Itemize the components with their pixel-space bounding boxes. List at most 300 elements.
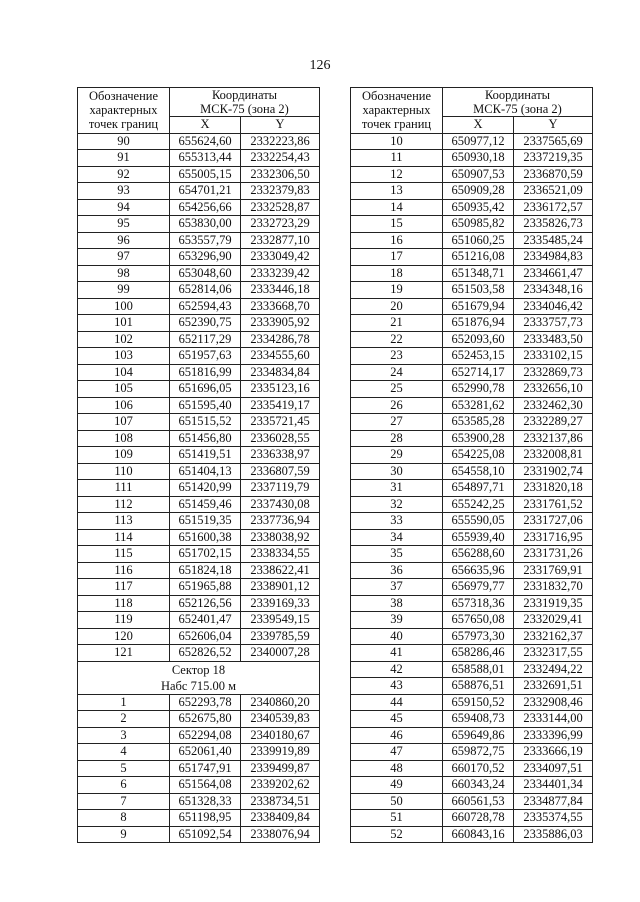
y-coordinate: 2335826,73 xyxy=(514,216,593,233)
y-coordinate: 2340007,28 xyxy=(241,645,320,662)
x-coordinate: 655313,44 xyxy=(170,150,241,167)
table-row xyxy=(78,496,320,513)
table-row xyxy=(78,579,320,596)
table-row xyxy=(351,216,593,233)
header-line: МСК-75 (зона 2) xyxy=(473,102,562,116)
table-row xyxy=(351,463,593,480)
point-number: 118 xyxy=(78,595,170,612)
point-number: 101 xyxy=(78,315,170,332)
point-number: 44 xyxy=(351,694,443,711)
x-coordinate: 651816,99 xyxy=(170,364,241,381)
y-coordinate: 2336807,59 xyxy=(241,463,320,480)
point-number: 100 xyxy=(78,298,170,315)
table-row xyxy=(351,265,593,282)
table-row xyxy=(351,727,593,744)
sector-row xyxy=(78,661,320,694)
y-coordinate: 2332379,83 xyxy=(241,183,320,200)
x-coordinate: 650977,12 xyxy=(443,133,514,150)
y-coordinate: 2340860,20 xyxy=(241,694,320,711)
x-coordinate: 652293,78 xyxy=(170,694,241,711)
x-coordinate: 659408,73 xyxy=(443,711,514,728)
table-row xyxy=(78,826,320,843)
point-number: 104 xyxy=(78,364,170,381)
table-row xyxy=(78,265,320,282)
x-coordinate: 651216,08 xyxy=(443,249,514,266)
table-row xyxy=(351,298,593,315)
y-coordinate: 2333102,15 xyxy=(514,348,593,365)
table-row xyxy=(351,282,593,299)
x-coordinate: 652594,43 xyxy=(170,298,241,315)
y-coordinate: 2333668,70 xyxy=(241,298,320,315)
y-coordinate: 2335419,17 xyxy=(241,397,320,414)
header-line: характерных xyxy=(362,103,431,118)
y-coordinate: 2338622,41 xyxy=(241,562,320,579)
point-number: 19 xyxy=(351,282,443,299)
point-number: 46 xyxy=(351,727,443,744)
point-number: 5 xyxy=(78,760,170,777)
table-row xyxy=(78,381,320,398)
y-header: Y xyxy=(241,117,320,134)
point-number: 40 xyxy=(351,628,443,645)
x-coordinate: 654701,21 xyxy=(170,183,241,200)
point-number: 38 xyxy=(351,595,443,612)
x-coordinate: 652294,08 xyxy=(170,727,241,744)
point-number: 102 xyxy=(78,331,170,348)
header-line: точек границ xyxy=(361,117,432,132)
point-number: 121 xyxy=(78,645,170,662)
table-row xyxy=(78,760,320,777)
table-row xyxy=(78,694,320,711)
header-line: Координаты xyxy=(484,88,551,102)
header-line: точек границ xyxy=(88,117,159,132)
x-coordinate: 652401,47 xyxy=(170,612,241,629)
y-coordinate: 2332317,55 xyxy=(514,645,593,662)
y-coordinate: 2334401,34 xyxy=(514,777,593,794)
table-row xyxy=(351,678,593,695)
point-number: 48 xyxy=(351,760,443,777)
point-number: 9 xyxy=(78,826,170,843)
y-coordinate: 2338076,94 xyxy=(241,826,320,843)
point-number: 115 xyxy=(78,546,170,563)
point-number: 42 xyxy=(351,661,443,678)
x-coordinate: 652061,40 xyxy=(170,744,241,761)
x-coordinate: 658876,51 xyxy=(443,678,514,695)
point-number: 49 xyxy=(351,777,443,794)
x-coordinate: 656288,60 xyxy=(443,546,514,563)
x-coordinate: 659150,52 xyxy=(443,694,514,711)
y-coordinate: 2332137,86 xyxy=(514,430,593,447)
point-number: 106 xyxy=(78,397,170,414)
point-number: 31 xyxy=(351,480,443,497)
y-coordinate: 2337565,69 xyxy=(514,133,593,150)
x-coordinate: 652126,56 xyxy=(170,595,241,612)
y-coordinate: 2333483,50 xyxy=(514,331,593,348)
y-coordinate: 2332869,73 xyxy=(514,364,593,381)
table-row xyxy=(351,133,593,150)
table-row xyxy=(351,166,593,183)
y-coordinate: 2333049,42 xyxy=(241,249,320,266)
point-number: 7 xyxy=(78,793,170,810)
sector-heading xyxy=(78,661,320,694)
point-number: 119 xyxy=(78,612,170,629)
y-coordinate: 2331727,06 xyxy=(514,513,593,530)
y-coordinate: 2333144,00 xyxy=(514,711,593,728)
x-coordinate: 651420,99 xyxy=(170,480,241,497)
table-row xyxy=(78,480,320,497)
point-number: 47 xyxy=(351,744,443,761)
table-row xyxy=(351,777,593,794)
point-number: 52 xyxy=(351,826,443,843)
x-coordinate: 651564,08 xyxy=(170,777,241,794)
x-coordinate: 660728,78 xyxy=(443,810,514,827)
point-number: 113 xyxy=(78,513,170,530)
y-coordinate: 2336172,57 xyxy=(514,199,593,216)
y-coordinate: 2337119,79 xyxy=(241,480,320,497)
point-number: 1 xyxy=(78,694,170,711)
y-coordinate: 2332223,86 xyxy=(241,133,320,150)
x-coordinate: 657318,36 xyxy=(443,595,514,612)
point-number: 16 xyxy=(351,232,443,249)
x-coordinate: 658588,01 xyxy=(443,661,514,678)
table-row xyxy=(351,381,593,398)
x-coordinate: 658286,46 xyxy=(443,645,514,662)
point-number: 8 xyxy=(78,810,170,827)
point-number: 36 xyxy=(351,562,443,579)
table-row xyxy=(351,744,593,761)
point-number: 13 xyxy=(351,183,443,200)
x-coordinate: 653281,62 xyxy=(443,397,514,414)
y-coordinate: 2339549,15 xyxy=(241,612,320,629)
x-coordinate: 653830,00 xyxy=(170,216,241,233)
x-coordinate: 651503,58 xyxy=(443,282,514,299)
x-coordinate: 659649,86 xyxy=(443,727,514,744)
sector-height: Набс 715.00 м xyxy=(160,678,237,693)
table-row xyxy=(351,694,593,711)
y-coordinate: 2337736,94 xyxy=(241,513,320,530)
header-row xyxy=(78,88,320,117)
point-number: 4 xyxy=(78,744,170,761)
y-coordinate: 2336338,97 xyxy=(241,447,320,464)
point-number: 28 xyxy=(351,430,443,447)
table-row xyxy=(78,612,320,629)
y-coordinate: 2334661,47 xyxy=(514,265,593,282)
header-line: Координаты xyxy=(211,88,278,102)
point-number: 111 xyxy=(78,480,170,497)
x-coordinate: 651702,15 xyxy=(170,546,241,563)
x-coordinate: 654558,10 xyxy=(443,463,514,480)
y-coordinate: 2338409,84 xyxy=(241,810,320,827)
x-coordinate: 650907,53 xyxy=(443,166,514,183)
table-row xyxy=(78,744,320,761)
point-number: 94 xyxy=(78,199,170,216)
coordinates-table-right xyxy=(350,87,593,843)
y-coordinate: 2334555,60 xyxy=(241,348,320,365)
y-coordinate: 2339785,59 xyxy=(241,628,320,645)
point-number: 30 xyxy=(351,463,443,480)
x-coordinate: 655242,25 xyxy=(443,496,514,513)
x-coordinate: 659872,75 xyxy=(443,744,514,761)
y-coordinate: 2336521,09 xyxy=(514,183,593,200)
y-coordinate: 2338734,51 xyxy=(241,793,320,810)
point-number: 112 xyxy=(78,496,170,513)
point-number: 10 xyxy=(351,133,443,150)
point-designation-header xyxy=(78,88,170,134)
x-coordinate: 651519,35 xyxy=(170,513,241,530)
table-row xyxy=(351,661,593,678)
y-coordinate: 2336028,55 xyxy=(241,430,320,447)
y-coordinate: 2338334,55 xyxy=(241,546,320,563)
table-row xyxy=(351,430,593,447)
sector-title: Сектор 18 xyxy=(171,662,226,677)
point-number: 98 xyxy=(78,265,170,282)
x-coordinate: 651696,05 xyxy=(170,381,241,398)
table-row xyxy=(78,298,320,315)
x-coordinate: 651348,71 xyxy=(443,265,514,282)
y-coordinate: 2332494,22 xyxy=(514,661,593,678)
y-coordinate: 2333757,73 xyxy=(514,315,593,332)
table-row xyxy=(351,810,593,827)
table-row xyxy=(351,348,593,365)
table-row xyxy=(351,331,593,348)
point-number: 96 xyxy=(78,232,170,249)
point-number: 50 xyxy=(351,793,443,810)
x-coordinate: 653585,28 xyxy=(443,414,514,431)
x-coordinate: 655590,05 xyxy=(443,513,514,530)
point-number: 109 xyxy=(78,447,170,464)
x-coordinate: 651459,46 xyxy=(170,496,241,513)
y-coordinate: 2332162,37 xyxy=(514,628,593,645)
x-coordinate: 654897,71 xyxy=(443,480,514,497)
x-coordinate: 651595,40 xyxy=(170,397,241,414)
table-row xyxy=(78,546,320,563)
table-row xyxy=(351,579,593,596)
point-number: 95 xyxy=(78,216,170,233)
table-row xyxy=(78,447,320,464)
y-coordinate: 2332029,41 xyxy=(514,612,593,629)
y-coordinate: 2334984,83 xyxy=(514,249,593,266)
y-coordinate: 2332528,87 xyxy=(241,199,320,216)
point-number: 108 xyxy=(78,430,170,447)
table-row xyxy=(78,249,320,266)
point-number: 15 xyxy=(351,216,443,233)
x-coordinate: 652390,75 xyxy=(170,315,241,332)
table-row xyxy=(78,166,320,183)
y-header: Y xyxy=(514,117,593,134)
y-coordinate: 2338038,92 xyxy=(241,529,320,546)
x-coordinate: 657650,08 xyxy=(443,612,514,629)
table-row xyxy=(351,645,593,662)
coordinates-header xyxy=(170,88,320,117)
x-coordinate: 656979,77 xyxy=(443,579,514,596)
x-coordinate: 651060,25 xyxy=(443,232,514,249)
point-number: 18 xyxy=(351,265,443,282)
y-coordinate: 2334834,84 xyxy=(241,364,320,381)
y-coordinate: 2335374,55 xyxy=(514,810,593,827)
point-number: 26 xyxy=(351,397,443,414)
point-number: 51 xyxy=(351,810,443,827)
x-coordinate: 651515,52 xyxy=(170,414,241,431)
table-row xyxy=(351,529,593,546)
point-number: 116 xyxy=(78,562,170,579)
y-coordinate: 2333239,42 xyxy=(241,265,320,282)
x-coordinate: 651092,54 xyxy=(170,826,241,843)
x-coordinate: 653048,60 xyxy=(170,265,241,282)
table-row xyxy=(351,793,593,810)
table-row xyxy=(351,480,593,497)
table-row xyxy=(351,447,593,464)
x-coordinate: 653900,28 xyxy=(443,430,514,447)
header-line: характерных xyxy=(89,103,158,118)
table-row xyxy=(78,282,320,299)
y-coordinate: 2340539,83 xyxy=(241,711,320,728)
x-coordinate: 651679,94 xyxy=(443,298,514,315)
point-number: 39 xyxy=(351,612,443,629)
header-row xyxy=(351,88,593,117)
table-row xyxy=(351,232,593,249)
y-coordinate: 2331820,18 xyxy=(514,480,593,497)
table-row xyxy=(78,562,320,579)
y-coordinate: 2331731,26 xyxy=(514,546,593,563)
point-number: 25 xyxy=(351,381,443,398)
x-coordinate: 652117,29 xyxy=(170,331,241,348)
x-coordinate: 651328,33 xyxy=(170,793,241,810)
point-number: 107 xyxy=(78,414,170,431)
x-coordinate: 651965,88 xyxy=(170,579,241,596)
point-number: 29 xyxy=(351,447,443,464)
x-coordinate: 651747,91 xyxy=(170,760,241,777)
table-row xyxy=(351,711,593,728)
point-number: 117 xyxy=(78,579,170,596)
table-row xyxy=(78,777,320,794)
y-coordinate: 2340180,67 xyxy=(241,727,320,744)
table-row xyxy=(351,546,593,563)
table-row xyxy=(78,513,320,530)
table-row xyxy=(351,628,593,645)
x-header: X xyxy=(170,117,241,134)
x-coordinate: 652714,17 xyxy=(443,364,514,381)
y-coordinate: 2331761,52 xyxy=(514,496,593,513)
point-number: 14 xyxy=(351,199,443,216)
table-row xyxy=(351,364,593,381)
x-coordinate: 652093,60 xyxy=(443,331,514,348)
y-coordinate: 2335123,16 xyxy=(241,381,320,398)
y-coordinate: 2332908,46 xyxy=(514,694,593,711)
point-number: 103 xyxy=(78,348,170,365)
point-number: 114 xyxy=(78,529,170,546)
point-number: 43 xyxy=(351,678,443,695)
x-coordinate: 652826,52 xyxy=(170,645,241,662)
table-row xyxy=(78,133,320,150)
y-coordinate: 2337430,08 xyxy=(241,496,320,513)
x-coordinate: 655939,40 xyxy=(443,529,514,546)
y-coordinate: 2339169,33 xyxy=(241,595,320,612)
coordinates-header xyxy=(443,88,593,117)
y-coordinate: 2333905,92 xyxy=(241,315,320,332)
point-number: 93 xyxy=(78,183,170,200)
table-row xyxy=(351,595,593,612)
point-number: 3 xyxy=(78,727,170,744)
x-header: X xyxy=(443,117,514,134)
point-number: 27 xyxy=(351,414,443,431)
x-coordinate: 651419,51 xyxy=(170,447,241,464)
table-row xyxy=(78,232,320,249)
y-coordinate: 2332254,43 xyxy=(241,150,320,167)
x-coordinate: 657973,30 xyxy=(443,628,514,645)
table-row xyxy=(351,183,593,200)
x-coordinate: 652814,06 xyxy=(170,282,241,299)
x-coordinate: 650985,82 xyxy=(443,216,514,233)
y-coordinate: 2331902,74 xyxy=(514,463,593,480)
table-row xyxy=(351,315,593,332)
table-row xyxy=(78,727,320,744)
x-coordinate: 650909,28 xyxy=(443,183,514,200)
y-coordinate: 2332656,10 xyxy=(514,381,593,398)
y-coordinate: 2332008,81 xyxy=(514,447,593,464)
table-row xyxy=(78,711,320,728)
point-number: 110 xyxy=(78,463,170,480)
y-coordinate: 2334046,42 xyxy=(514,298,593,315)
point-number: 37 xyxy=(351,579,443,596)
table-row xyxy=(78,364,320,381)
point-number: 34 xyxy=(351,529,443,546)
x-coordinate: 653557,79 xyxy=(170,232,241,249)
point-number: 41 xyxy=(351,645,443,662)
y-coordinate: 2333446,18 xyxy=(241,282,320,299)
y-coordinate: 2337219,35 xyxy=(514,150,593,167)
table-row xyxy=(78,348,320,365)
y-coordinate: 2334877,84 xyxy=(514,793,593,810)
coordinates-table-left xyxy=(77,87,320,843)
table-row xyxy=(78,628,320,645)
y-coordinate: 2333396,99 xyxy=(514,727,593,744)
table-row xyxy=(351,760,593,777)
table-row xyxy=(351,826,593,843)
y-coordinate: 2333666,19 xyxy=(514,744,593,761)
point-number: 97 xyxy=(78,249,170,266)
point-number: 99 xyxy=(78,282,170,299)
x-coordinate: 652990,78 xyxy=(443,381,514,398)
y-coordinate: 2332306,50 xyxy=(241,166,320,183)
point-number: 11 xyxy=(351,150,443,167)
x-coordinate: 655005,15 xyxy=(170,166,241,183)
x-coordinate: 651198,95 xyxy=(170,810,241,827)
x-coordinate: 654225,08 xyxy=(443,447,514,464)
y-coordinate: 2331832,70 xyxy=(514,579,593,596)
table-row xyxy=(78,810,320,827)
x-coordinate: 656635,96 xyxy=(443,562,514,579)
x-coordinate: 652453,15 xyxy=(443,348,514,365)
table-row xyxy=(78,529,320,546)
y-coordinate: 2331769,91 xyxy=(514,562,593,579)
point-number: 120 xyxy=(78,628,170,645)
point-number: 105 xyxy=(78,381,170,398)
point-designation-header xyxy=(351,88,443,134)
table-row xyxy=(351,414,593,431)
y-coordinate: 2332462,30 xyxy=(514,397,593,414)
point-number: 22 xyxy=(351,331,443,348)
point-number: 17 xyxy=(351,249,443,266)
y-coordinate: 2331919,35 xyxy=(514,595,593,612)
y-coordinate: 2334286,78 xyxy=(241,331,320,348)
table-row xyxy=(78,397,320,414)
x-coordinate: 655624,60 xyxy=(170,133,241,150)
table-row xyxy=(351,612,593,629)
table-row xyxy=(351,513,593,530)
x-coordinate: 660343,24 xyxy=(443,777,514,794)
x-coordinate: 652675,80 xyxy=(170,711,241,728)
x-coordinate: 651957,63 xyxy=(170,348,241,365)
point-number: 92 xyxy=(78,166,170,183)
